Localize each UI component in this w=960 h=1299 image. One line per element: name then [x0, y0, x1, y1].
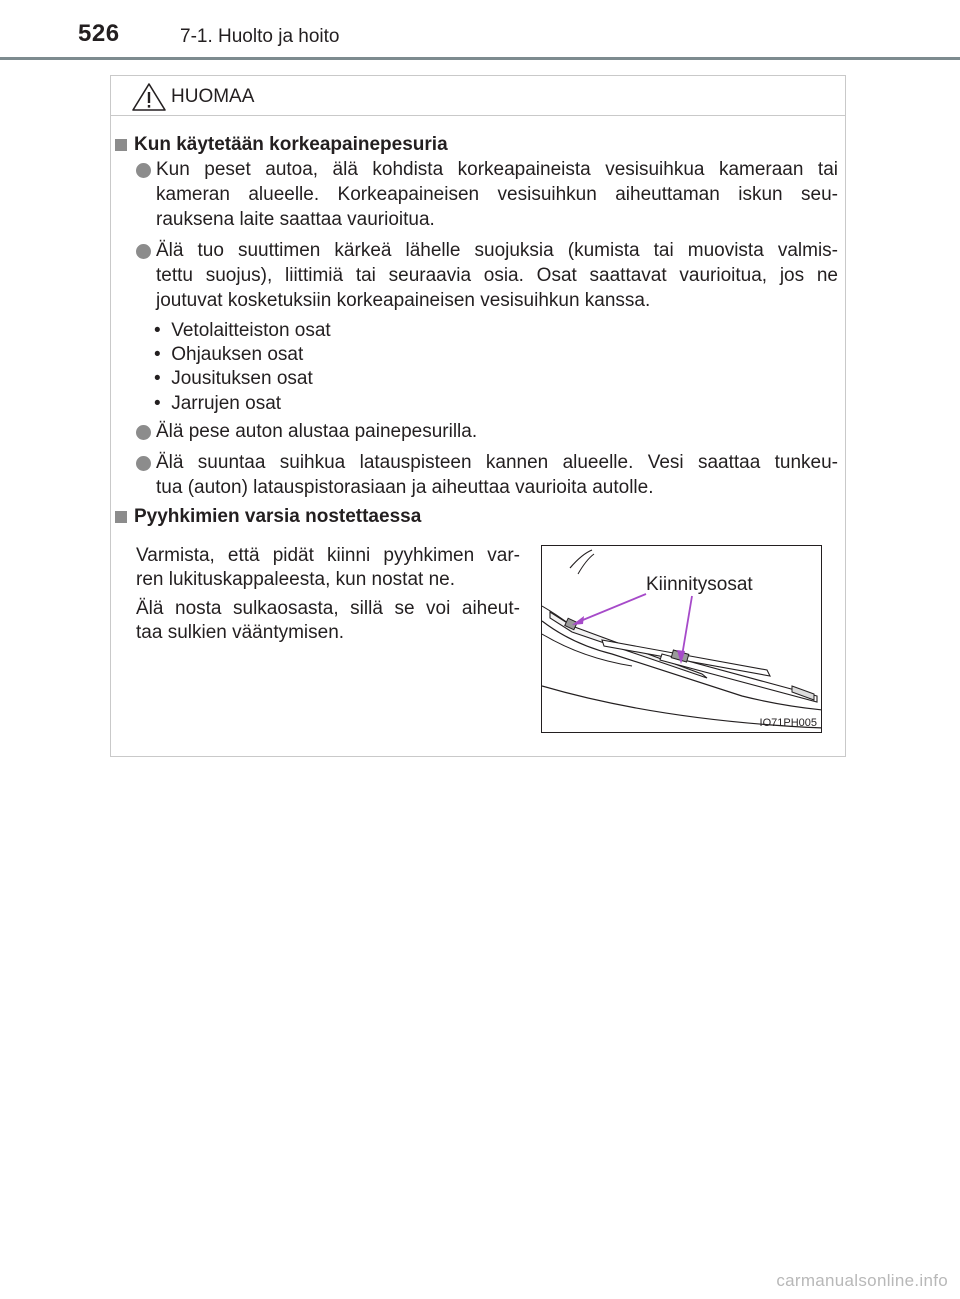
text-line: Varmista, että pidät kiinni pyyhkimen var- — [136, 545, 520, 566]
text-line: tettu suojus), liittimiä tai seuraavia osia. Osat saattavat vaurioitua, jos ne — [156, 265, 838, 286]
list-item: • Vetolaitteiston osat — [154, 320, 331, 341]
section-title: 7-1. Huolto ja hoito — [180, 26, 340, 47]
paragraph-camera — [156, 157, 838, 232]
list-item-text: Vetolaitteiston osat — [171, 320, 331, 341]
paragraph-charging-port — [156, 450, 838, 500]
list-item-text: Jarrujen osat — [171, 393, 282, 414]
figure-code: IO71PH005 — [759, 717, 817, 729]
list-item-text: Ohjauksen osat — [171, 344, 304, 365]
paragraph-hold-lock — [136, 544, 520, 592]
round-bullet — [136, 456, 151, 471]
wiper-illustration — [541, 545, 822, 733]
paragraph-nozzle — [156, 238, 838, 313]
text-line: joutuvat kosketuksiin korkeapaineisen vesisuihkun kanssa. — [156, 290, 651, 311]
list-item: • Jarrujen osat — [154, 393, 282, 414]
list-item: • Ohjauksen osat — [154, 344, 304, 365]
caution-label: HUOMAA — [171, 86, 255, 107]
section-heading-wiper-arms: Pyyhkimien varsia nostettaessa — [134, 506, 422, 527]
header-rule — [0, 57, 960, 60]
text-line: Älä tuo suuttimen kärkeä lähelle suojuksia (kumista tai muovista valmis- — [156, 240, 838, 261]
list-item-text: Jousituksen osat — [171, 368, 313, 389]
figure-callout-label: Kiinnitysosat — [646, 574, 753, 595]
paragraph-do-not-lift-blade — [136, 597, 520, 645]
square-bullet — [115, 139, 127, 151]
text-line: taa sulkien vääntymisen. — [136, 622, 345, 643]
caution-header — [111, 76, 845, 116]
page-number: 526 — [78, 20, 120, 47]
text-line: Älä nosta sulkaosasta, sillä se voi aiheut- — [136, 598, 520, 619]
watermark: carmanualsonline.info — [776, 1271, 948, 1290]
text-line: Kun peset autoa, älä kohdista korkeapaineista vesisuihkua kameraan tai — [156, 159, 838, 180]
text-line: kameran alueelle. Korkeapaineisen vesisuihkun aiheuttaman iskun seu- — [156, 184, 838, 205]
warning-triangle-icon — [131, 82, 167, 117]
list-item: • Jousituksen osat — [154, 368, 313, 389]
text-line: ren lukituskappaleesta, kun nostat ne. — [136, 569, 455, 590]
square-bullet — [115, 511, 127, 523]
section-heading-pressure-washer: Kun käytetään korkeapainepesuria — [134, 134, 448, 155]
text-line: rauksena laite saattaa vaurioitua. — [156, 209, 435, 230]
round-bullet — [136, 244, 151, 259]
round-bullet — [136, 425, 151, 440]
text-line: tua (auton) latauspistorasiaan ja aiheuttaa vaurioita autolle. — [156, 477, 654, 498]
paragraph-underbody: Älä pese auton alustaa painepesurilla. — [156, 421, 478, 442]
round-bullet — [136, 163, 151, 178]
text-line: Älä suuntaa suihkua latauspisteen kannen alueelle. Vesi saattaa tunkeu- — [156, 452, 838, 473]
